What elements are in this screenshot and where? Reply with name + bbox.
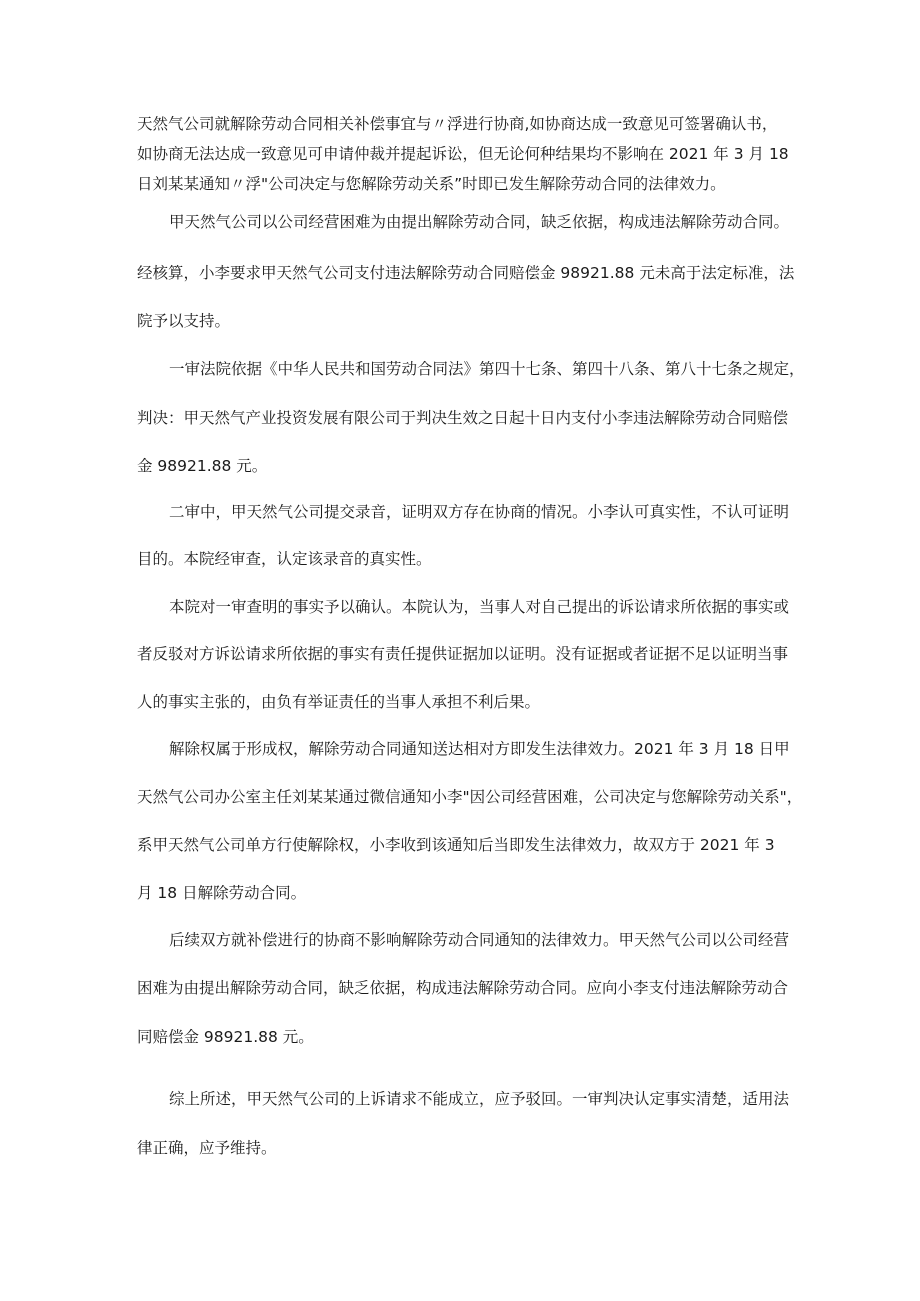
text-line: 律正确，应予维持。 — [137, 1139, 277, 1157]
text-line: 人的事实主张的，由负有举证责任的当事人承担不利后果。 — [137, 693, 541, 711]
text-line: 一审法院依据《中华人民共和国劳动合同法》第四十七条、第四十八条、第八十七条之规定， — [169, 360, 805, 378]
text-line: 如协商无法达成一致意见可申请仲裁并提起诉讼，但无论何种结果均不影响在 2021 年 3 月 18 — [137, 145, 789, 163]
text-line: 系甲天然气公司单方行使解除权，小李收到该通知后当即发生法律效力，故双方于 2021 年 3 — [137, 836, 775, 854]
text-line: 解除权属于形成权，解除劳动合同通知送达相对方即发生法律效力。2021 年 3 月 18 日甲 — [169, 740, 790, 758]
text-line: 后续双方就补偿进行的协商不影响解除劳动合同通知的法律效力。甲天然气公司以公司经营 — [169, 931, 790, 949]
text-line: 甲天然气公司以公司经营困难为由提出解除劳动合同，缺乏依据，构成违法解除劳动合同。 — [169, 213, 790, 231]
text-line: 二审中，甲天然气公司提交录音，证明双方存在协商的情况。小李认可真实性，不认可证明 — [169, 503, 790, 521]
text-line: 目的。本院经审查，认定该录音的真实性。 — [137, 550, 432, 568]
text-line: 天然气公司就解除劳动合同相关补偿事宜与〃浮进行协商,如协商达成一致意见可签署确认书， — [137, 115, 778, 133]
text-line: 经核算，小李要求甲天然气公司支付违法解除劳动合同赔偿金 98921.88 元未高于法定标准，法 — [137, 264, 795, 282]
text-line: 者反驳对方诉讼请求所依据的事实有责任提供证据加以证明。没有证据或者证据不足以证明当事 — [137, 645, 789, 663]
text-line: 日刘某某通知〃浮"公司决定与您解除劳动关系”时即已发生解除劳动合同的法律效力。 — [137, 175, 726, 193]
text-line: 天然气公司办公室主任刘某某通过微信通知小李"因公司经营困难，公司决定与您解除劳动关系"， — [137, 788, 803, 806]
text-line: 困难为由提出解除劳动合同，缺乏依据，构成违法解除劳动合同。应向小李支付违法解除劳动合 — [137, 979, 789, 997]
text-line: 综上所述，甲天然气公司的上诉请求不能成立，应予驳回。一审判决认定事实清楚，适用法 — [169, 1090, 790, 1108]
text-line: 同赔偿金 98921.88 元。 — [137, 1028, 314, 1046]
text-line: 月 18 日解除劳动合同。 — [137, 884, 307, 902]
text-line: 判决：甲天然气产业投资发展有限公司于判决生效之日起十日内支付小李违法解除劳动合同赔偿 — [137, 409, 789, 427]
text-line: 院予以支持。 — [137, 312, 231, 330]
text-line: 本院对一审查明的事实予以确认。本院认为，当事人对自己提出的诉讼请求所依据的事实或 — [169, 598, 790, 616]
text-line: 金 98921.88 元。 — [137, 457, 268, 475]
